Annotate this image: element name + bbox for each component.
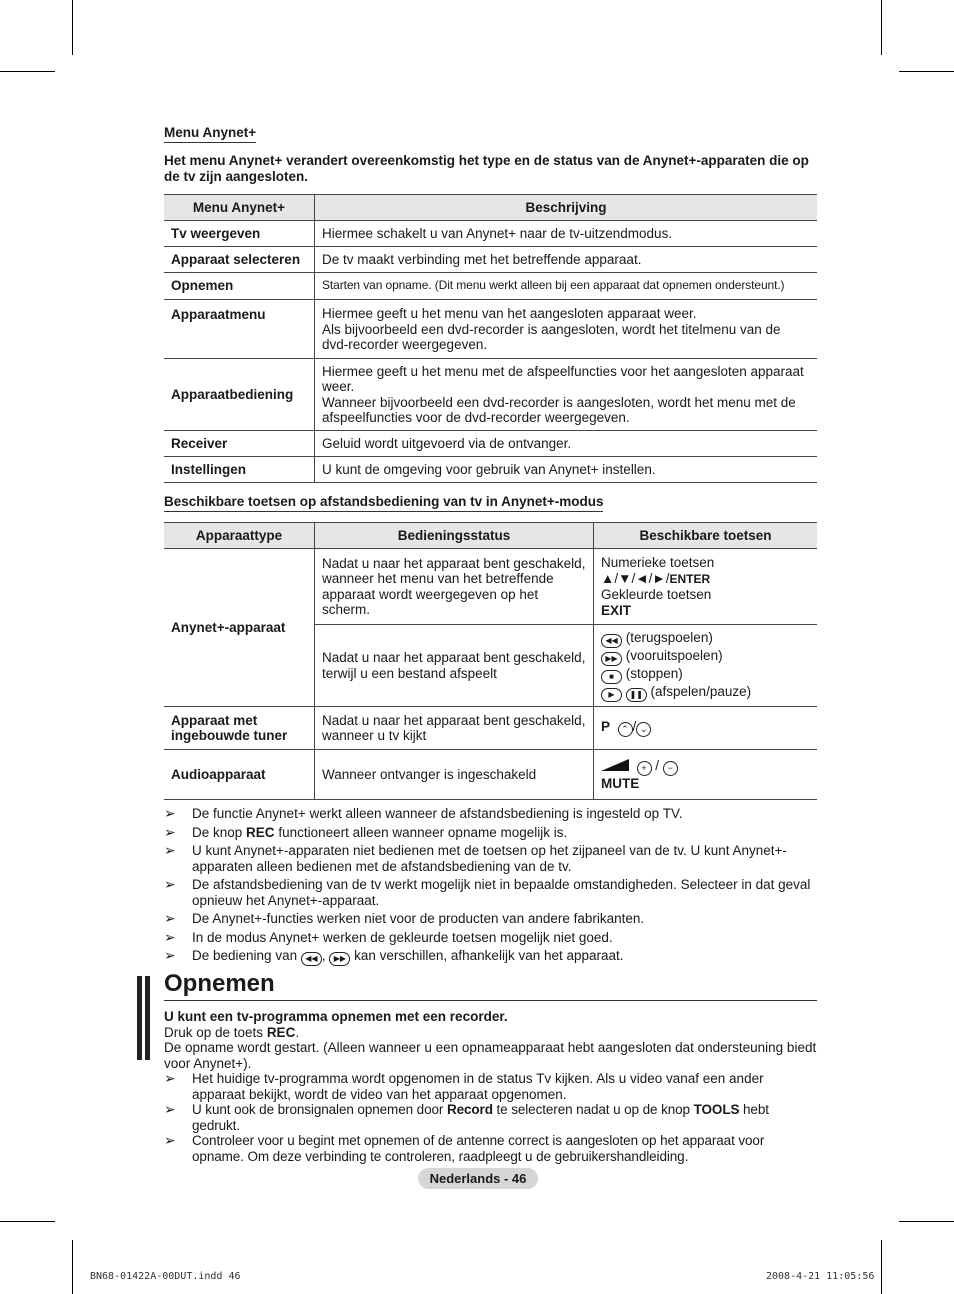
row-name: Tv weergeven [164,221,315,247]
note-arrow-icon: ➢ [164,805,176,821]
key-desc: (stoppen) [625,665,683,681]
text-bold: REC [266,1024,296,1040]
text: Druk op de toets [164,1024,267,1040]
note-arrow-icon: ➢ [164,947,176,963]
keys-section-title: Beschikbare toetsen op afstandsbediening van tv in Anynet+-modus [164,494,603,512]
table-row [164,750,817,800]
opnemen-description: De opname wordt gestart. (Alleen wanneer u een opnameapparaat hebt aangesloten dat ondersteuning biedt voor Anynet+). [164,1040,817,1071]
note-item [164,877,817,908]
rewind-icon: ◀◀ [301,952,322,966]
table-header: Beschikbare toetsen [594,523,818,549]
table-header: Beschrijving [315,195,818,221]
note-text: hebt gedrukt. [192,1102,769,1133]
note-text: U kunt Anynet+-apparaten niet bedienen met de toetsen op het zijpaneel van de tv. U kunt Anynet+-apparaten alleen bedienen met de afstandsbediening van de tv. [192,843,787,874]
opnemen-body [164,1009,817,1164]
channel-up-icon: ⌃ [618,722,633,737]
table-row [164,247,817,273]
row-desc: Geluid wordt uitgevoerd via de ontvanger. [315,431,818,457]
crop-mark [0,71,55,72]
menu-section-intro: Het menu Anynet+ verandert overeenkomstig het type en de status van de Anynet+-apparaten die op de tv zijn aangesloten. [164,153,809,184]
row-desc: Starten van opname. (Dit menu werkt alleen bij een apparaat dat opnemen ondersteunt.) [315,273,818,300]
note-item [164,1133,817,1164]
channel-key-label: P [601,719,611,734]
table-row [164,273,817,300]
note-item [164,806,817,822]
table-row [164,221,817,247]
crop-mark [0,1221,55,1222]
volume-down-icon: − [663,761,678,776]
key-desc: (vooruitspoelen) [625,647,723,663]
row-name: Apparaatmenu [164,300,315,359]
note-text: De bediening van [192,948,301,963]
table-row [164,431,817,457]
note-text-bold: TOOLS [693,1102,740,1117]
table-row [164,300,817,359]
table-row [164,707,817,750]
rewind-icon: ◀◀ [601,634,622,648]
volume-up-icon: + [637,761,652,776]
note-text: kan verschillen, afhankelijk van het apparaat. [350,948,624,963]
device-type: Audioapparaat [164,750,315,800]
crop-mark [72,0,73,55]
footer-date: 2008-4-21 11:05:56 [766,1271,875,1282]
available-keys: P ⌃ / ⌄ [594,707,818,750]
arrow-keys: ▲/▼/◄/►/ [601,570,670,586]
row-name: Apparaatbediening [164,359,315,431]
table-header: Apparaattype [164,523,315,549]
device-type: Anynet+-apparaat [164,549,315,707]
note-arrow-icon: ➢ [164,1101,176,1117]
note-text: De afstandsbediening van de tv werkt mogelijk niet in bepaalde omstandigheden. Selecteer in dat geval opnieuw het Anynet+-apparaat. [192,877,811,908]
text: . [295,1024,300,1040]
note-item [164,1071,817,1102]
volume-icon [601,759,629,771]
status-text: Wanneer ontvanger is ingeschakeld [315,750,594,800]
row-desc: Hiermee schakelt u van Anynet+ naar de tv-uitzendmodus. [315,221,818,247]
note-arrow-icon: ➢ [164,842,176,858]
opnemen-heading: Opnemen [164,970,817,1001]
device-type: Apparaat met ingebouwde tuner [164,707,315,750]
opnemen-lead: U kunt een tv-programma opnemen met een recorder. [164,1009,508,1024]
keys-line [601,571,810,588]
note-text: De functie Anynet+ werkt alleen wanneer de afstandsbediening is ingesteld op TV. [192,806,683,821]
keys-line [601,684,810,702]
play-icon: ▶ [601,688,622,702]
menu-section-title: Menu Anynet+ [164,125,256,143]
row-name: Opnemen [164,273,315,300]
key-desc: (terugspoelen) [625,629,713,645]
note-arrow-icon: ➢ [164,910,176,926]
note-text: In de modus Anynet+ werken de gekleurde toetsen mogelijk niet goed. [192,929,613,945]
note-arrow-icon: ➢ [164,1132,176,1148]
section-marker-bar [137,976,142,1060]
available-keys [594,549,818,625]
mute-key-label: MUTE [601,775,640,791]
table-row [164,457,817,483]
keys-line [601,630,810,648]
footer-file: BN68-01422A-00DUT.indd 46 [90,1271,241,1282]
table-header: Menu Anynet+ [164,195,315,221]
page-number-badge: Nederlands - 46 [418,1168,538,1189]
crop-mark [899,71,954,72]
note-arrow-icon: ➢ [164,876,176,892]
keys-line [601,666,810,684]
channel-down-icon: ⌄ [636,722,651,737]
keys-line: Numerieke toetsen [601,555,715,570]
row-name: Receiver [164,431,315,457]
crop-mark [72,1240,73,1294]
note-text: te selecteren nadat u op de knop [492,1102,694,1117]
pause-icon: ❚❚ [626,688,647,702]
note-text: De knop [192,824,247,840]
crop-mark [881,0,882,55]
section-marker-bar [145,976,150,1060]
fast-forward-icon: ▶▶ [601,652,622,666]
fast-forward-icon: ▶▶ [329,952,350,966]
crop-mark [899,1221,954,1222]
note-item [164,930,817,946]
status-text: Nadat u naar het apparaat bent geschakeld, terwijl u een bestand afspeelt [315,625,594,707]
available-keys [594,750,818,800]
note-arrow-icon: ➢ [164,928,176,945]
key-desc: (afspelen/pauze) [650,683,752,699]
enter-key-label: ENTER [669,571,711,586]
note-text: Controleer voor u begint met opnemen of de antenne correct is aangesloten op het apparaat voor opname. Om deze verbinding te controleren, raadpleegt u de gebruikershandleiding. [192,1133,765,1164]
note-text: Het huidige tv-programma wordt opgenomen in de status Tv kijken. Als u video vanaf een ander apparaat bekijkt, wordt de video van het apparaat opgenomen. [192,1071,764,1102]
table-row [164,549,817,625]
row-desc: Hiermee geeft u het menu met de afspeelfuncties voor het aangesloten apparaat weer. Wanneer bijvoorbeeld een dvd-recorder is aangesloten, wordt het menu met de afspeelfuncties voor de dvd-recorder weergegeven. [315,359,818,431]
anynet-menu-table [164,194,817,483]
row-name: Apparaat selecteren [164,247,315,273]
available-keys [594,625,818,707]
note-item: ➢ De bediening van ◀◀ , ▶▶ kan verschillen, afhankelijk van het apparaat. [164,948,817,966]
notes-list [164,806,817,966]
row-desc: De tv maakt verbinding met het betreffende apparaat. [315,247,818,273]
row-desc: U kunt de omgeving voor gebruik van Anynet+ instellen. [315,457,818,483]
note-item [164,825,817,841]
status-text: Nadat u naar het apparaat bent geschakeld, wanneer het menu van het betreffende apparaat wordt weergegeven op het scherm. [315,549,594,625]
page-content [164,124,817,1167]
note-item [164,843,817,874]
note-item [164,1102,817,1133]
note-text: U kunt ook de bronsignalen opnemen door [192,1102,447,1117]
note-text-bold: REC [246,824,275,840]
remote-keys-table [164,522,817,800]
table-row [164,359,817,431]
keys-line: + / − [601,758,810,776]
row-name: Instellingen [164,457,315,483]
keys-line: Gekleurde toetsen [601,587,712,602]
exit-key-label: EXIT [601,602,632,618]
row-desc: Hiermee geeft u het menu van het aangesloten apparaat weer. Als bijvoorbeeld een dvd-recorder is aangesloten, wordt het titelmenu van de dvd-recorder weergegeven. [315,300,818,359]
table-header: Bedieningsstatus [315,523,594,549]
note-arrow-icon: ➢ [164,823,176,840]
note-text: functioneert alleen wanneer opname mogelijk is. [274,824,568,840]
stop-icon: ■ [601,670,622,684]
note-text-bold: Record [446,1102,493,1117]
status-text: Nadat u naar het apparaat bent geschakeld, wanneer u tv kijkt [315,707,594,750]
note-text: De Anynet+-functies werken niet voor de producten van andere fabrikanten. [192,911,645,926]
note-item [164,911,817,927]
crop-mark [881,1240,882,1294]
keys-line [601,648,810,666]
opnemen-press [164,1025,817,1041]
note-arrow-icon: ➢ [164,1070,176,1086]
